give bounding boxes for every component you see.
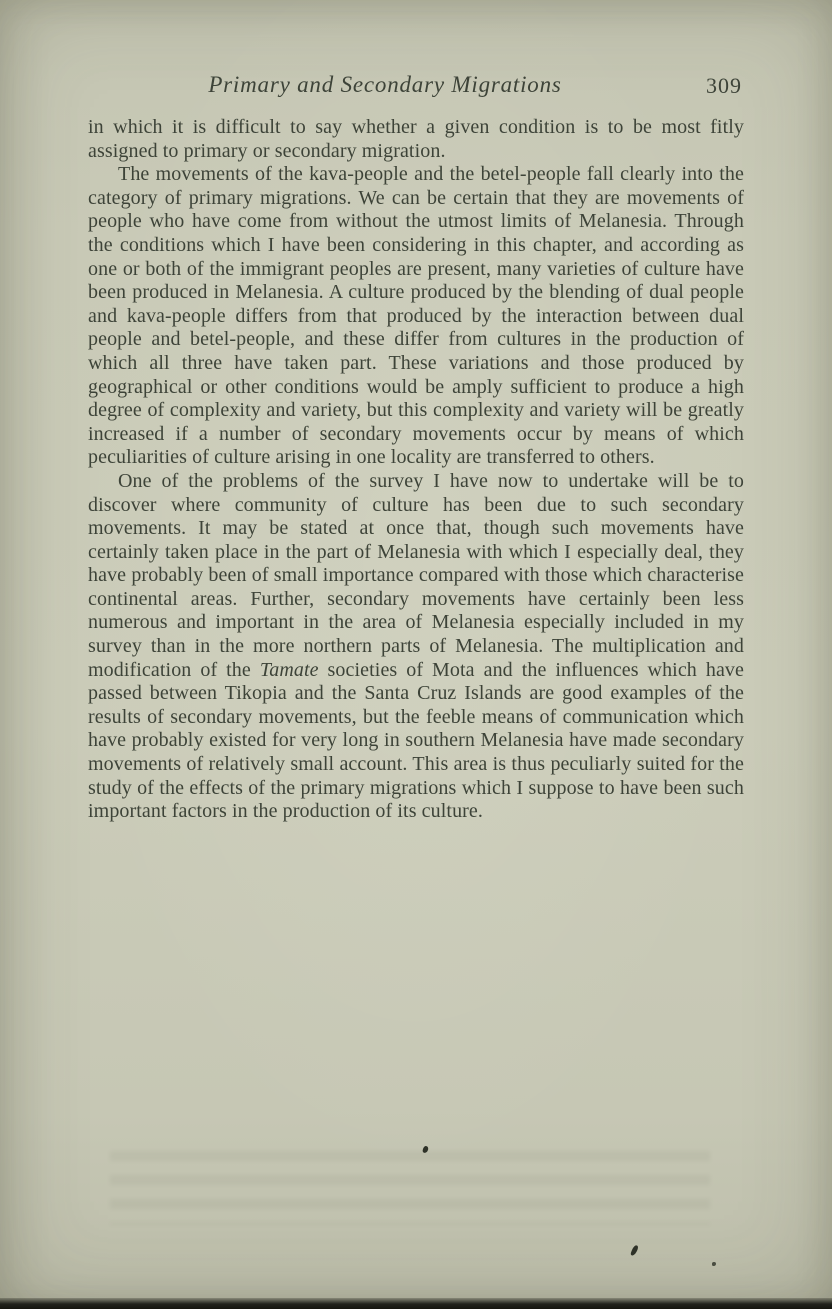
paragraph-text: One of the problems of the survey I have now to undertake will be to discover where community of culture has been due to such secondary movements. It may be stated at once that, though such movements have certainly taken place in the part of Melanesia with which I especially deal, they have probably been of small importance compared with those which characterise continental areas. Further, secondary movements have certainly been less numerous and important in the area of Melanesia especially included in my survey than in the more northern parts of Melanesia. The multiplication and modification of the <box>88 469 744 681</box>
paragraph-continuation: in which it is difficult to say whether a given condition is to be most fitly assigned to primary or secondary migration. <box>88 116 744 162</box>
page-bleed-through <box>110 1145 710 1225</box>
body-text <box>88 116 744 824</box>
page-bottom-shadow <box>0 1298 832 1309</box>
ink-speck <box>422 1145 429 1153</box>
page-header <box>88 72 742 102</box>
paragraph-text: societies of Mota and the influences which have passed between Tikopia and the Santa Cruz Islands are good examples of the results of secondary movements, but the feeble means of communication which have probably existed for very long in southern Melanesia have made secondary movements of relatively small account. This area is thus peculiarly suited for the study of the effects of the primary migrations which I suppose to have been such important factors in the production of its culture. <box>88 658 744 823</box>
page-number: 309 <box>706 73 742 98</box>
running-title: Primary and Secondary Migrations <box>208 72 562 97</box>
paragraph <box>88 470 744 824</box>
ink-speck <box>712 1262 716 1266</box>
paragraph: The movements of the kava-people and the betel-people fall clearly into the category of primary migrations. We can be certain that they are movements of people who have come from without the utmost limits of Melanesia. Through the conditions which I have been considering in this chapter, and according as one or both of the immigrant peoples are present, many varieties of culture have been produced in Melanesia. A culture produced by the blending of dual people and kava-people differs from that produced by the interaction between dual people and betel-people, and these differ from cultures in the production of which all three have taken part. These variations and those produced by geographical or other conditions would be amply sufficient to produce a high degree of complexity and variety, but this complexity and variety will be greatly increased if a number of secondary movements occur by means of which peculiarities of culture arising in one locality are transferred to others. <box>88 163 744 469</box>
italic-term: Tamate <box>259 658 319 681</box>
ink-speck <box>630 1244 639 1256</box>
